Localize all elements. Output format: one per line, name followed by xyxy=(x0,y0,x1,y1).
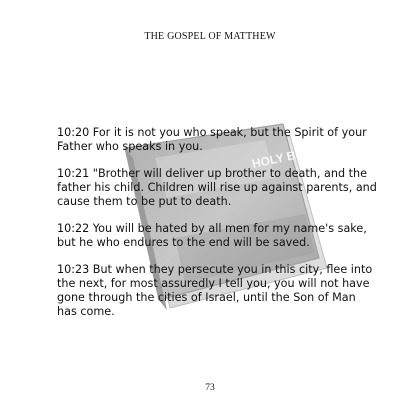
verse-10-21: 10:21 "Brother will deliver up brother to death, and the father his child. Children will rise up against parents, and cause them to be put to death. xyxy=(57,167,377,208)
verse-10-22: 10:22 You will be hated by all men for my name's sake, but he who endures to the end will be saved. xyxy=(57,222,367,249)
verse-10-20: 10:20 For it is not you who speak, but the Spirit of your Father who speaks in you. xyxy=(57,126,367,153)
verse-list xyxy=(57,126,377,332)
page-number: 73 xyxy=(205,383,215,393)
book-cover-title: HOLY B xyxy=(250,148,297,171)
running-header: THE GOSPEL OF MATTHEW xyxy=(144,31,276,42)
verse-10-23: 10:23 But when they persecute you in this city, flee into the next, for most assuredly I tell you, you will not have gone through the cities of Israel, until the Son of Man has come. xyxy=(57,263,373,318)
